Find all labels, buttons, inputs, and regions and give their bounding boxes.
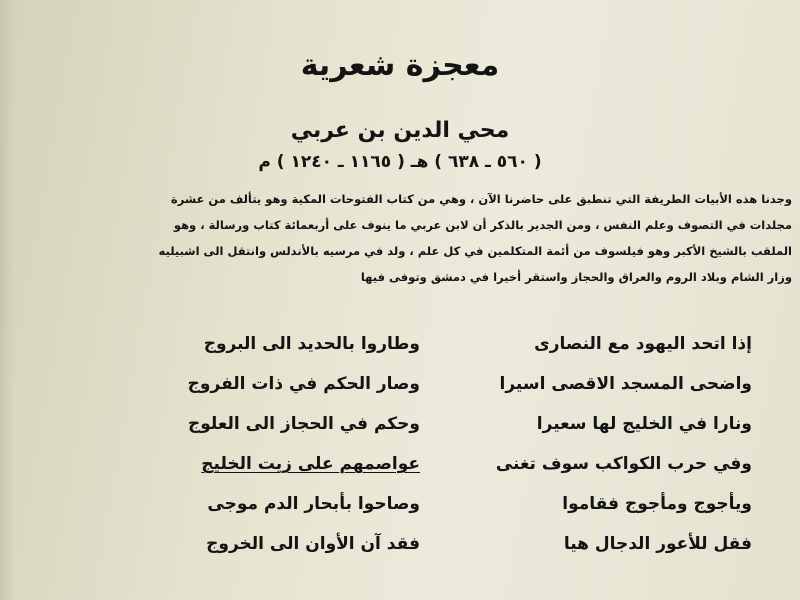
verse-first-hemistich: وفي حرب الكواكب سوف تغنى: [495, 454, 752, 474]
verse-first-hemistich: إذا اتحد اليهود مع النصارى: [534, 334, 752, 354]
intro-line: مجلدات في التصوف وعلم النفس ، ومن الجدير بالذكر أن لابن عربي ما ينوف على أربعمائة كتاب ورسالة ، وهو: [173, 218, 792, 232]
intro-line: وجدنا هذه الأبيات الطريفة التي تنطبق على حاضرنا الآن ، وهي من كتاب الفتوحات المكية وهو يتألف من عشرة: [170, 192, 792, 206]
verse-second-hemistich: فقد آن الأوان الى الخروج: [206, 534, 420, 554]
intro-line: الملقب بالشيخ الأكبر وهو فيلسوف من أئمة المتكلمين في كل علم ، ولد في مرسيه بالأندلس وانتقل الى اشبيليه: [158, 244, 792, 258]
poet-name: محي الدين بن عربي: [290, 118, 510, 143]
verse-second-hemistich: وصار الحكم في ذات الفروج: [187, 374, 420, 394]
verse-second-hemistich: عواصمهم على زيت الخليج: [201, 454, 420, 474]
poem-title: معجزة شعرية: [300, 48, 500, 83]
intro-line: وزار الشام وبلاد الروم والعراق والحجاز واستقر أخيرا في دمشق وتوفى فيها: [360, 270, 792, 284]
verse-second-hemistich: وحكم في الحجاز الى العلوج: [188, 414, 420, 434]
verse-first-hemistich: ونارا في الخليج لها سعيرا: [536, 414, 752, 434]
verse-second-hemistich: وصاحوا بأبحار الدم موجى: [207, 494, 420, 514]
intro-paragraph: [158, 186, 792, 290]
poet-dates: ( ٥٦٠ ـ ٦٣٨ ) هـ ( ١١٦٥ ـ ١٢٤٠ ) م: [258, 152, 542, 172]
verse-first-hemistich: فقل للأعور الدجال هيا: [563, 534, 752, 554]
poem-verses: [0, 322, 800, 562]
verse-first-hemistich: ويأجوج ومأجوج فقاموا: [562, 494, 752, 514]
verse-first-hemistich: واضحى المسجد الاقصى اسيرا: [499, 374, 752, 394]
verse-second-hemistich: وطاروا بالحديد الى البروج: [203, 334, 420, 354]
